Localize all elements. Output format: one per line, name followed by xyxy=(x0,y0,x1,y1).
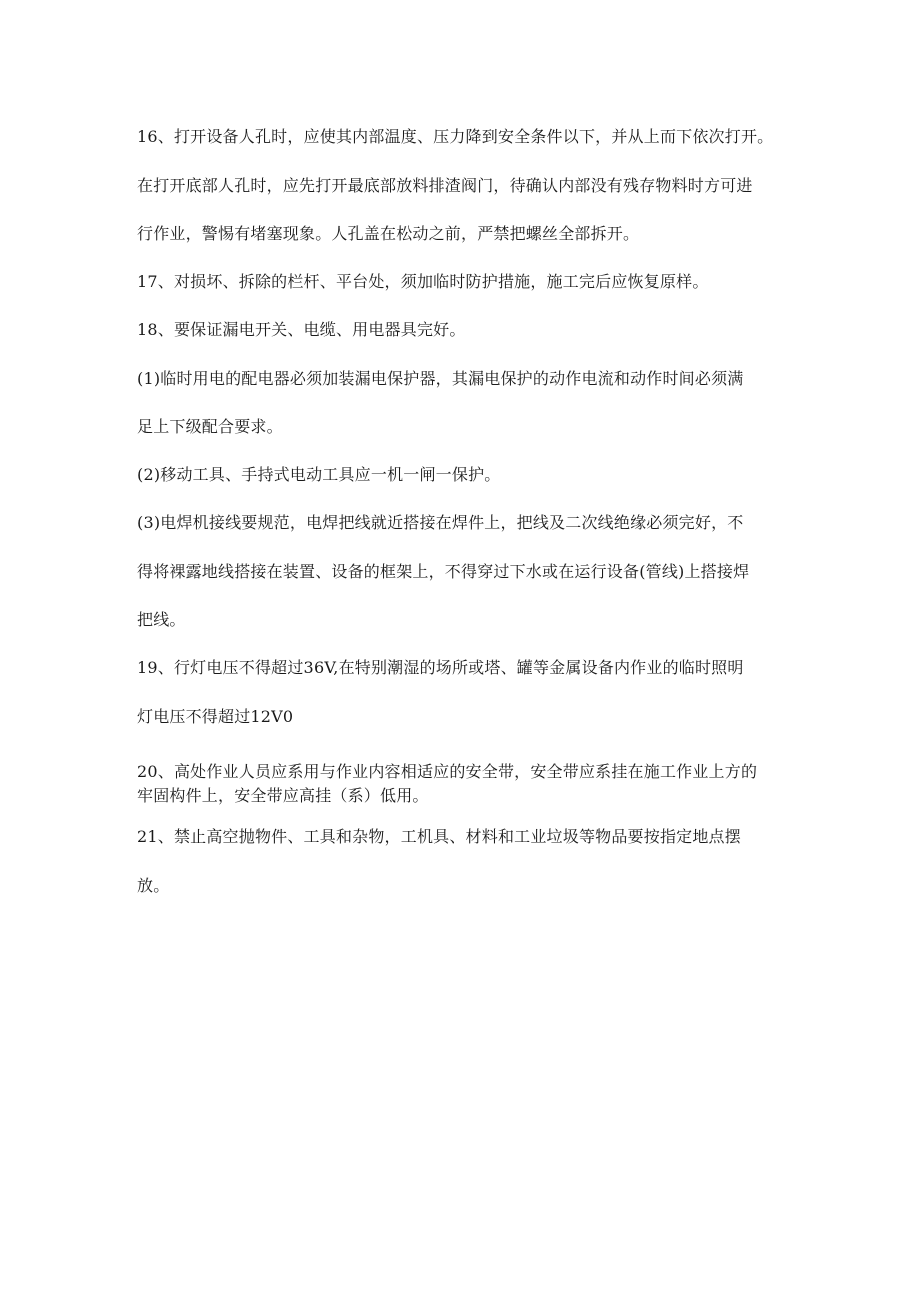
item-16-line-2: 在打开底部人孔时，应先打开最底部放料排渣阀门，待确认内部没有残存物料时方可进 xyxy=(137,176,753,195)
item-18-sub-2-line-1: (2)移动工具、手持式电动工具应一机一闸一保护。 xyxy=(137,465,501,484)
item-18-line-1: 18、要保证漏电开关、电缆、用电器具完好。 xyxy=(137,320,466,339)
item-17-line-1: 17、对损坏、拆除的栏杆、平台处，须加临时防护措施，施工完后应恢复原样。 xyxy=(137,272,709,291)
item-20-line-2: 牢固构件上，安全带应高挂（系）低用。 xyxy=(137,786,429,805)
item-19-line-1: 19、行灯电压不得超过36V,在特别潮湿的场所或塔、罐等金属设备内作业的临时照明 xyxy=(137,658,744,677)
item-18-sub-3-line-3: 把线。 xyxy=(137,610,186,629)
item-20-line-1: 20、高处作业人员应系用与作业内容相适应的安全带，安全带应系挂在施工作业上方的 xyxy=(137,762,758,781)
item-18-sub-1-line-1: (1)临时用电的配电器必须加装漏电保护器，其漏电保护的动作电流和动作时间必须满 xyxy=(137,369,744,388)
item-19-line-2: 灯电压不得超过12V0 xyxy=(137,707,294,726)
item-18-sub-1-line-2: 足上下级配合要求。 xyxy=(137,417,283,436)
item-21-line-2: 放。 xyxy=(137,876,170,895)
item-16-line-3: 行作业，警惕有堵塞现象。人孔盖在松动之前，严禁把螺丝全部拆开。 xyxy=(137,224,640,243)
item-18-sub-3-line-1: (3)电焊机接线要规范，电焊把线就近搭接在焊件上，把线及二次线绝缘必须完好，不 xyxy=(137,513,744,532)
item-21-line-1: 21、禁止高空抛物件、工具和杂物，工机具、材料和工业垃圾等物品要按指定地点摆 xyxy=(137,827,741,846)
item-16-line-1: 16、打开设备人孔时，应使其内部温度、压力降到安全条件以下，并从上而下依次打开。 xyxy=(137,127,774,146)
item-18-sub-3-line-2: 得将裸露地线搭接在装置、设备的框架上，不得穿过下水或在运行设备(管线)上搭接焊 xyxy=(137,562,750,581)
